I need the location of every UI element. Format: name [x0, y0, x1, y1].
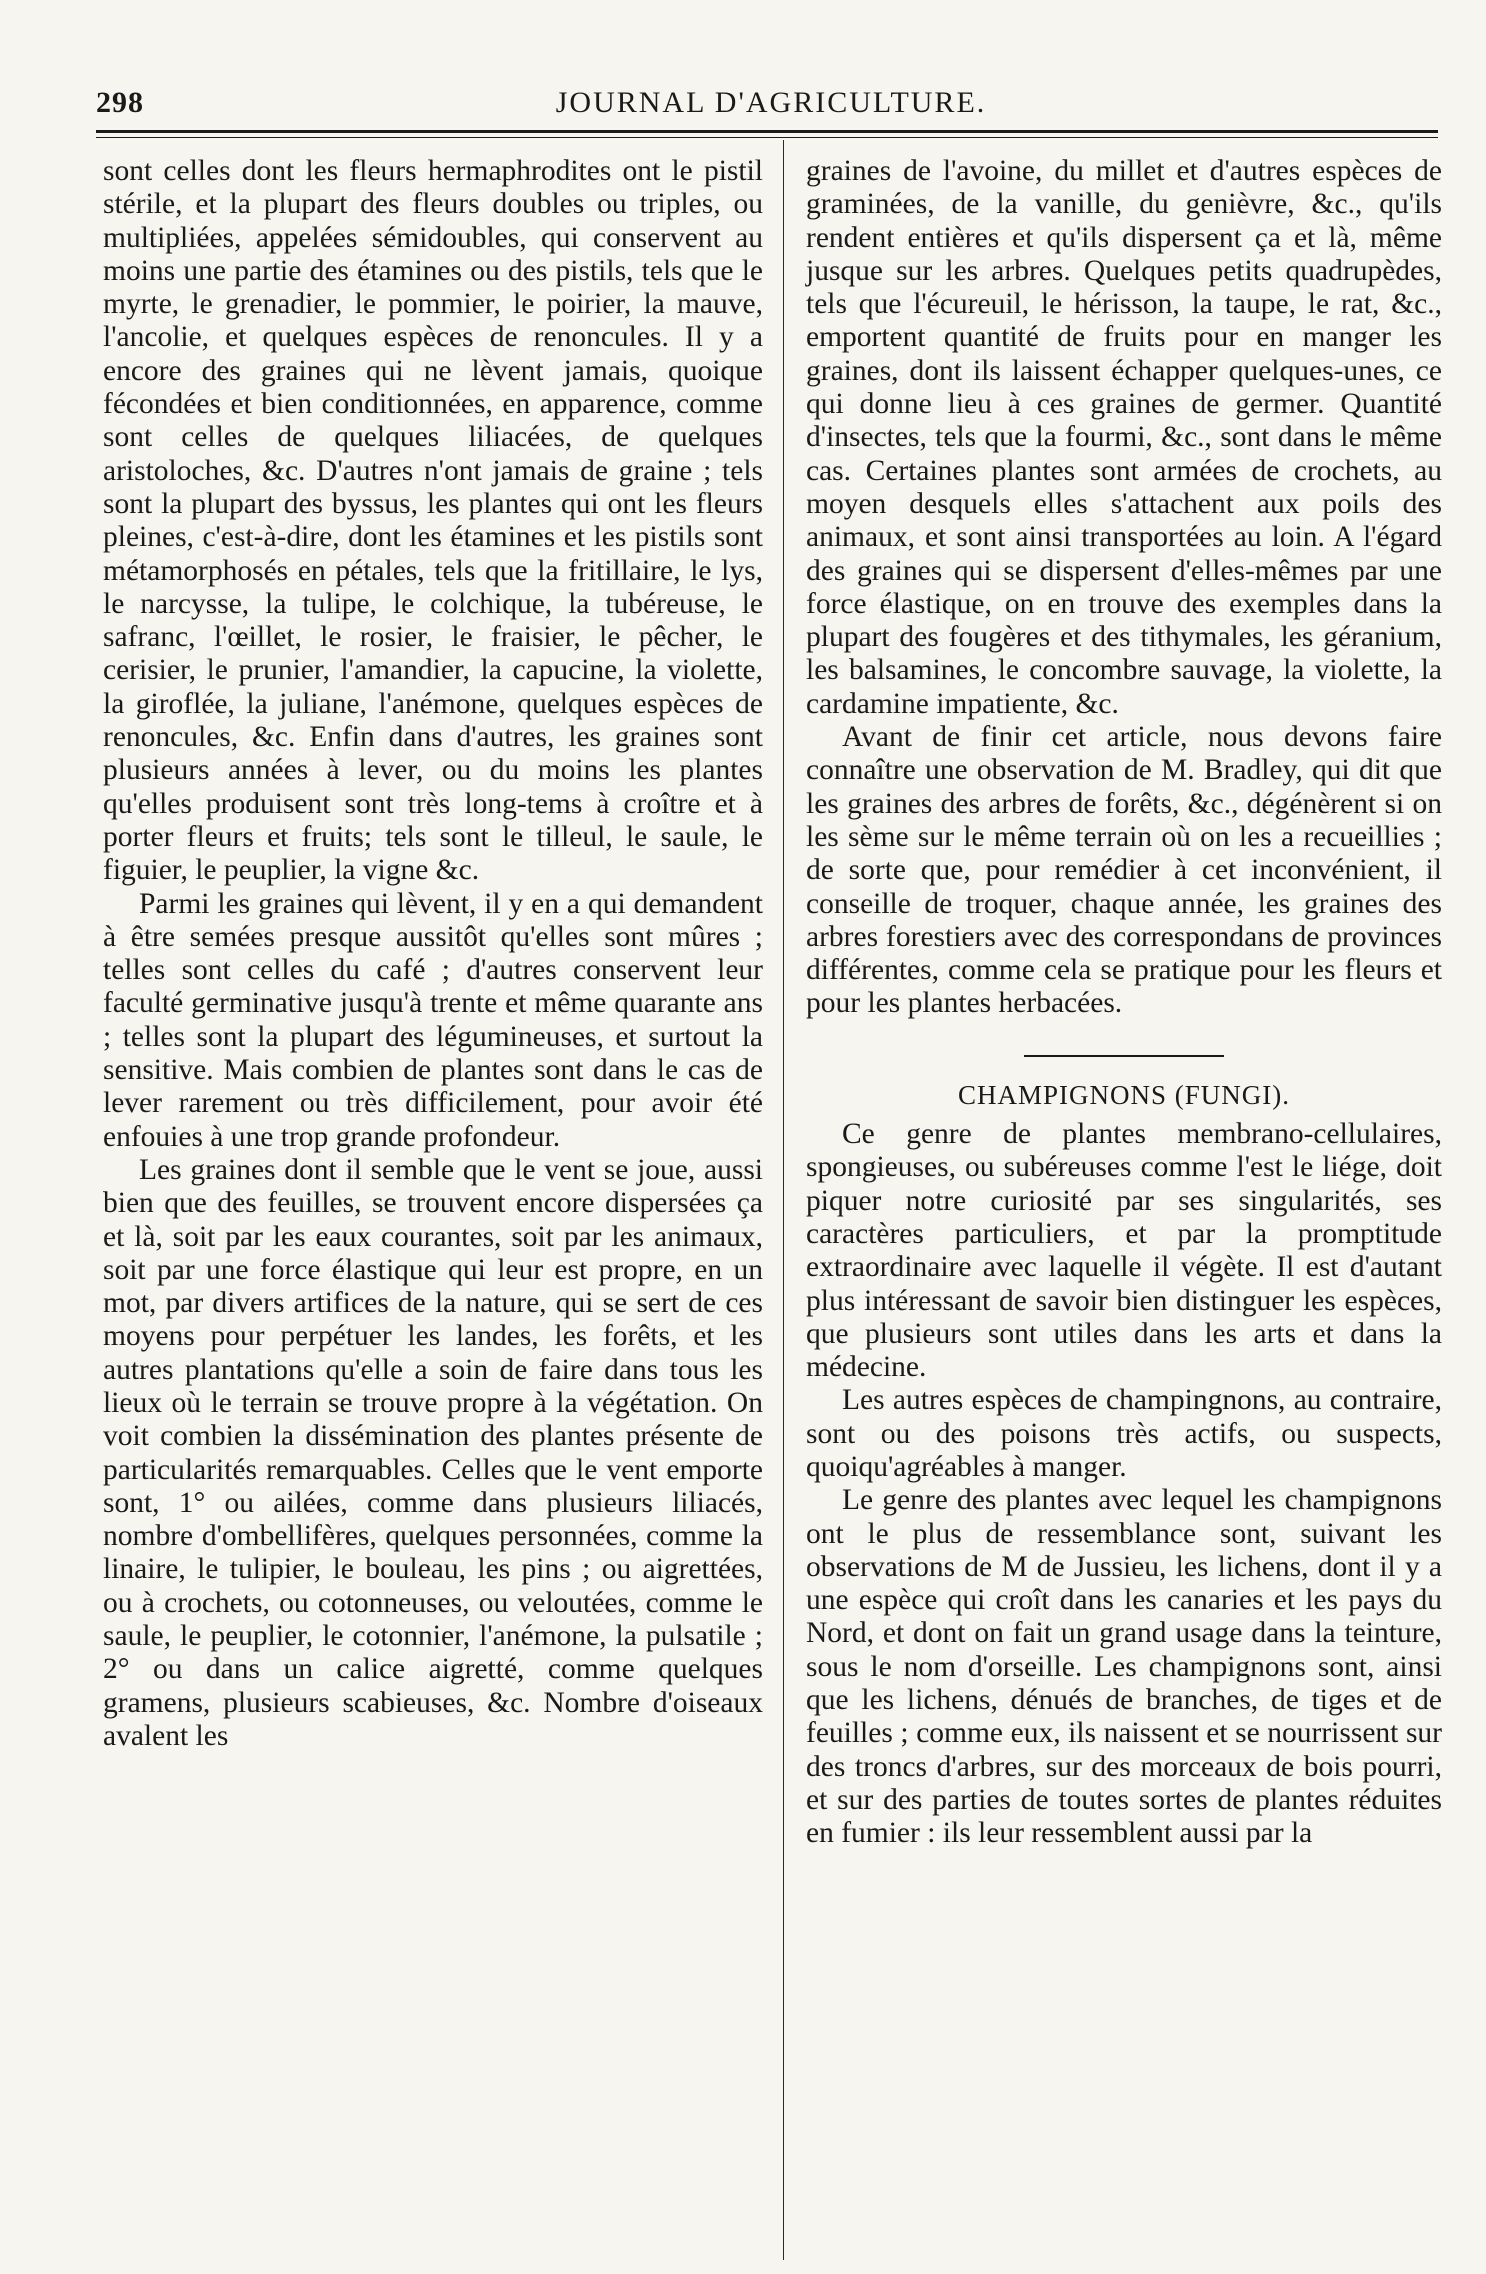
section-heading: CHAMPIGNONS (FUNGI).: [957, 1079, 1291, 1110]
column-divider: [783, 140, 784, 2260]
paragraph: Le genre des plantes avec lequel les champignons ont le plus de ressemblance sont, suivant les observations de M de Jussieu, les lichens, dont il y a une espèce qui croît dans les canaries et les pays du Nord, et dont on fait un grand usage dans la teinture, sous le nom d'orseille. Les champignons sont, ainsi que les lichens, dénués de branches, de tiges et de feuilles ; comme eux, ils naissent et se nourrissent sur des troncs d'arbres, sur des morceaux de bois pourri, et sur des parties de toutes sortes de plantes réduites en fumier : ils leur ressemblent aussi par la: [806, 1484, 1442, 1850]
running-title: JOURNAL D'AGRICULTURE.: [555, 86, 987, 119]
paragraph: Parmi les graines qui lèvent, il y en a qui demandent à être semées presque aussitôt qu'elles sont mûres ; telles sont celles du café ; d'autres conservent leur faculté germinative jusqu'à trente et même quarante ans ; telles sont la plupart des légumineuses, et surtout la sensitive. Mais combien de plantes sont dans le cas de lever rarement ou très difficilement, pour avoir été enfouies à une trop grande profondeur.: [103, 887, 763, 1153]
page-header: [96, 86, 1446, 130]
paragraph: graines de l'avoine, du millet et d'autres espèces de graminées, de la vanille, du genièvre, &c., qu'ils rendent entières et qu'ils dispersent ça et là, même jusque sur les arbres. Quelques petits quadrupèdes, tels que l'écureuil, le hérisson, la taupe, le rat, &c., emportent quantité de fruits pour en manger les graines, dont ils laissent échapper quelques-unes, ce qui donne lieu à ces graines de germer. Quantité d'insectes, tels que la fourmi, &c., sont dans le même cas. Certaines plantes sont armées de crochets, au moyen desquels elles s'attachent aux poils des animaux, et sont ainsi transportées au loin. A l'égard des graines qui se dispersent d'elles-mêmes par une force élastique, on en trouve des exemples dans la plupart des fougères et des tithymales, les géranium, les balsamines, le concombre sauvage, la violette, la cardamine impatiente, &c.: [806, 155, 1442, 720]
section-divider: [1024, 1055, 1224, 1057]
header-rule: [96, 130, 1438, 133]
paragraph: Ce genre de plantes membrano-cellulaires, spongieuses, ou subéreuses comme l'est le liége, doit piquer notre curiosité par ses singularités, ses caractères particuliers, et par la promptitude extraordinaire avec laquelle il végète. Il est d'autant plus intéressant de savoir bien distinguer les espèces, que plusieurs sont utiles dans les arts et dans la médecine.: [806, 1118, 1442, 1384]
paragraph: Les graines dont il semble que le vent se joue, aussi bien que des feuilles, se trouvent encore dispersées ça et là, soit par les eaux courantes, soit par les animaux, soit par une force élastique qui leur est propre, en un mot, par divers artifices de la nature, qui se sert de ces moyens pour perpétuer les landes, les forêts, et les autres plantations qu'elle a soin de faire dans tous les lieux où le terrain se trouve propre à la végétation. On voit combien la dissémination des plantes présente de particularités remarquables. Celles que le vent emporte sont, 1° ou ailées, comme dans plusieurs liliacés, nombre d'ombellifères, quelques personnées, comme la linaire, le tulipier, le bouleau, les pins ; ou aigrettées, ou à crochets, ou cotonneuses, ou veloutées, comme le saule, le peuplier, le cotonnier, l'anémone, la pulsatile ; 2° ou dans un calice aigretté, comme quelques gramens, plusieurs scabieuses, &c. Nombre d'oiseaux avalent les: [103, 1153, 763, 1752]
left-column: [103, 155, 763, 1753]
page-number: 298: [96, 86, 144, 119]
paragraph: sont celles dont les fleurs hermaphrodites ont le pistil stérile, et la plupart des fleurs doubles ou triples, ou multipliées, appelées sémidoubles, qui conservent au moins une partie des étamines ou des pistils, tels que le myrte, le grenadier, le pommier, le poirier, la mauve, l'ancolie, et quelques espèces de renoncules. Il y a encore des graines qui ne lèvent jamais, quoique fécondées et bien conditionnées, en apparence, comme sont celles de quelques liliacées, de quelques aristoloches, &c. D'autres n'ont jamais de graine ; tels sont la plupart des byssus, les plantes qui ont les fleurs pleines, c'est-à-dire, dont les étamines et les pistils sont métamorphosés en pétales, tels que la fritillaire, le lys, le narcysse, la tulipe, le colchique, la tubéreuse, le safranc, l'œillet, le rosier, le fraisier, le pêcher, le cerisier, le prunier, l'amandier, la capucine, la violette, la giroflée, la juliane, l'anémone, quelques espèces de renoncules, &c. Enfin dans d'autres, les graines sont plusieurs années à lever, ou du moins les plantes qu'elles produisent sont très long-tems à croître et à porter fleurs et fruits; tels sont le tilleul, le saule, le figuier, le peuplier, la vigne &c.: [103, 155, 763, 887]
header-rule-thin: [96, 137, 1438, 138]
paragraph: Avant de finir cet article, nous devons faire connaître une observation de M. Bradley, qui dit que les graines des arbres de forêts, &c., dégénèrent si on les sème sur le même terrain où on les a recueillies ; de sorte que, pour remédier à cet inconvénient, il conseille de troquer, chaque année, les graines des arbres forestiers avec des correspondans de provinces différentes, comme cela se pratique pour les fleurs et pour les plantes herbacées.: [806, 721, 1442, 1020]
paragraph: Les autres espèces de champingnons, au contraire, sont ou des poisons très actifs, ou suspects, quoiqu'agréables à manger.: [806, 1384, 1442, 1483]
right-column: [806, 155, 1442, 1851]
